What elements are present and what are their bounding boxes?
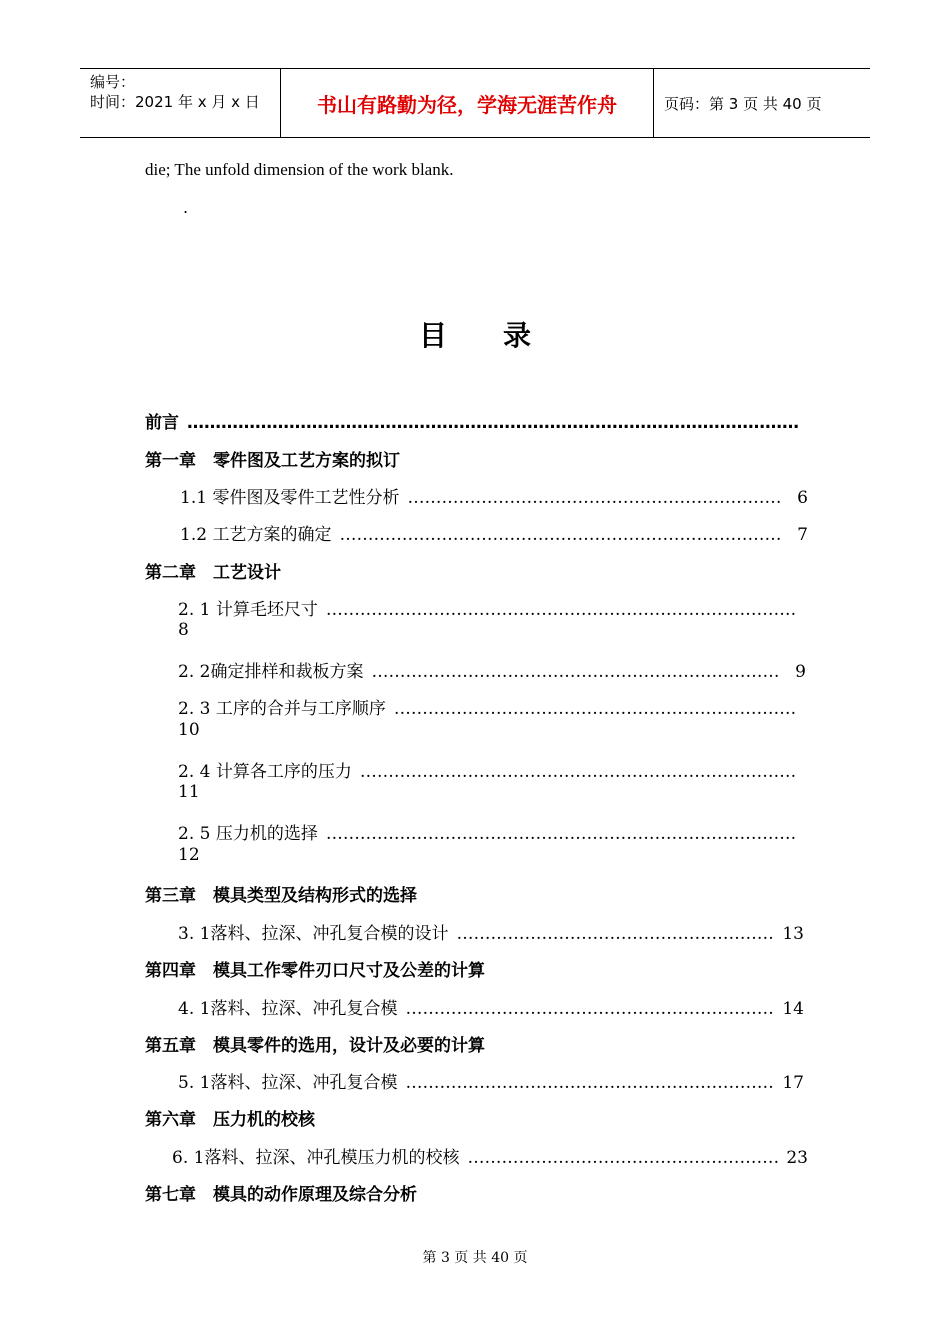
toc-chapter-3[interactable]: [145, 881, 417, 906]
toc-chapter-label: 第四章 模具工作零件刃口尺寸及公差的计算: [145, 961, 485, 981]
toc-chapter-label: 第三章 模具类型及结构形式的选择: [145, 886, 417, 906]
toc-page-number: 23: [786, 1148, 808, 1168]
toc-chapter-5[interactable]: [145, 1031, 485, 1056]
toc-leader: [405, 1073, 774, 1093]
toc-leader: [407, 488, 782, 508]
page-header: [80, 68, 870, 138]
toc-section-label: 1.2 工艺方案的确定: [180, 525, 332, 545]
header-code-label: 编号：: [90, 73, 136, 91]
toc-section-label: 2. 5 压力机的选择: [178, 824, 318, 844]
stray-dot: .: [183, 198, 189, 217]
toc-section-3-1[interactable]: [178, 919, 804, 944]
toc-section-1-1[interactable]: [180, 483, 808, 508]
header-date-label: 时间：2021 年 x 月 x 日: [90, 93, 260, 111]
toc-section-2-5[interactable]: [178, 819, 806, 844]
toc-chapter-label: 第七章 模具的动作原理及综合分析: [145, 1185, 417, 1205]
toc-preface-label: 前言: [145, 413, 179, 433]
header-meta: [80, 69, 281, 137]
toc-section-label: 5. 1落料、拉深、冲孔复合模: [178, 1073, 398, 1093]
toc-leader: [371, 662, 780, 682]
toc-chapter-label: 第五章 模具零件的选用，设计及必要的计算: [145, 1036, 485, 1056]
toc-leader: [405, 999, 774, 1019]
toc-leader: [394, 699, 798, 719]
toc-section-label: 6. 1落料、拉深、冲孔模压力机的校核: [172, 1148, 460, 1168]
toc-section-5-1[interactable]: [178, 1068, 804, 1093]
toc-leader: [326, 824, 798, 844]
toc-page-number: 11: [178, 782, 200, 802]
toc-leader: [187, 413, 799, 433]
toc-section-4-1[interactable]: [178, 994, 804, 1019]
toc-section-label: 2. 3 工序的合并与工序顺序: [178, 699, 386, 719]
toc-section-1-2[interactable]: [180, 520, 808, 545]
header-page-info: 页码：第 3 页 共 40 页: [664, 94, 822, 113]
intro-text: die; The unfold dimension of the work blank.: [145, 160, 454, 179]
toc-section-label: 3. 1落料、拉深、冲孔复合模的设计: [178, 924, 449, 944]
toc-page-number: 8: [178, 620, 189, 640]
toc-chapter-4[interactable]: [145, 956, 485, 981]
toc-leader: [467, 1148, 778, 1168]
toc-section-2-1[interactable]: [178, 595, 806, 620]
toc-section-label: 1.1 零件图及零件工艺性分析: [180, 488, 400, 508]
header-motto: 书山有路勤为径，学海无涯苦作舟: [281, 69, 654, 137]
toc-chapter-7[interactable]: [145, 1180, 417, 1205]
toc-section-label: 4. 1落料、拉深、冲孔复合模: [178, 999, 398, 1019]
toc-chapter-6[interactable]: [145, 1105, 315, 1130]
toc-chapter-label: 第六章 压力机的校核: [145, 1110, 315, 1130]
toc-page-number: 9: [795, 662, 806, 682]
toc-chapter-label: 第一章 零件图及工艺方案的拟订: [145, 451, 400, 471]
toc-section-2-4[interactable]: [178, 757, 806, 782]
toc-title: 目录: [418, 319, 587, 352]
toc-page-number: 14: [782, 999, 804, 1019]
toc-chapter-2[interactable]: [145, 558, 281, 583]
toc-leader: [360, 762, 798, 782]
toc-section-label: 2. 1 计算毛坯尺寸: [178, 600, 318, 620]
toc-leader: [339, 525, 782, 545]
toc-leader: [326, 600, 798, 620]
page-footer: 第 3 页 共 40 页: [422, 1250, 528, 1266]
toc-section-2-2[interactable]: [178, 657, 806, 682]
toc-chapter-1[interactable]: [145, 446, 400, 471]
toc-page-number: 6: [797, 488, 808, 508]
toc-leader: [456, 924, 774, 944]
toc-chapter-label: 第二章 工艺设计: [145, 563, 281, 583]
toc-section-label: 2. 4 计算各工序的压力: [178, 762, 352, 782]
toc-page-number: 7: [797, 525, 808, 545]
toc-preface[interactable]: [145, 408, 807, 433]
toc-page-number: 10: [178, 720, 200, 740]
toc-section-label: 2. 2确定排样和裁板方案: [178, 662, 364, 682]
toc-section-6-1[interactable]: [172, 1143, 808, 1168]
toc-page-number: 13: [782, 924, 804, 944]
toc-page-number: 12: [178, 845, 200, 865]
toc-section-2-3[interactable]: [178, 694, 806, 719]
toc-page-number: 17: [782, 1073, 804, 1093]
